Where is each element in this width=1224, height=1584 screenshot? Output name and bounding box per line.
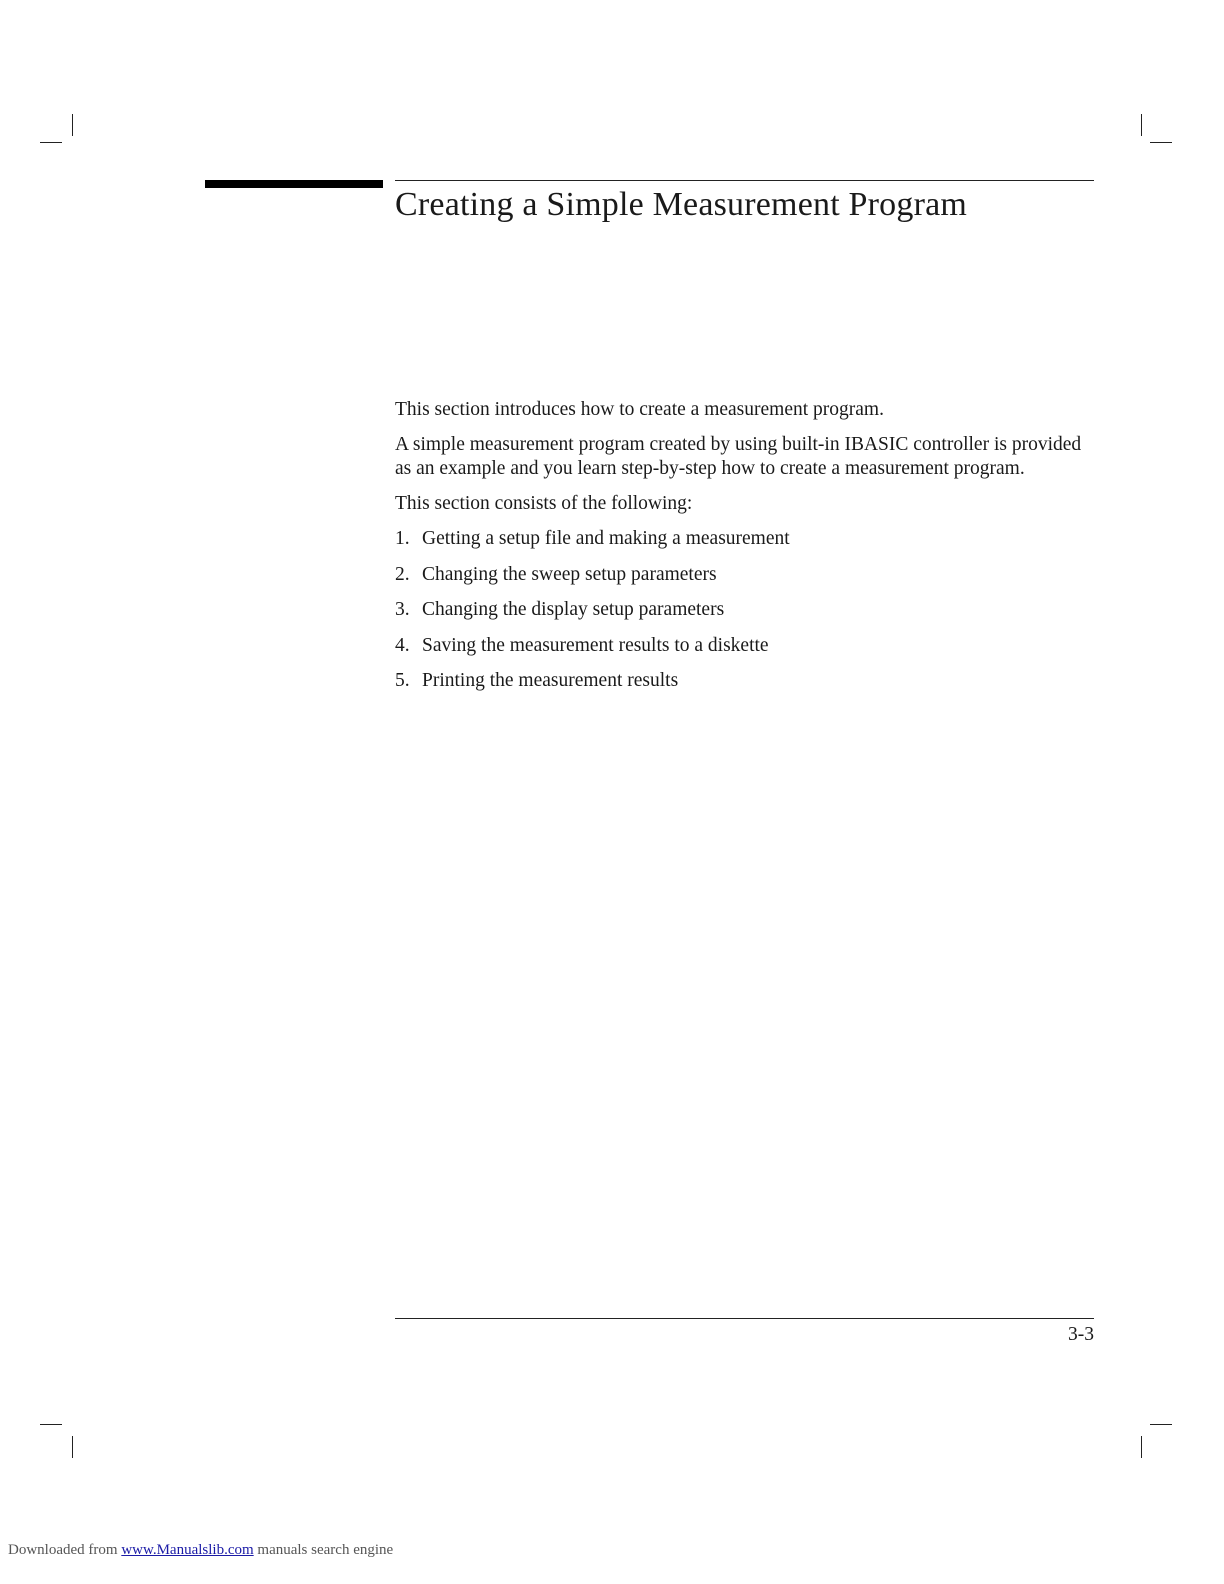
crop-mark [1150,1424,1172,1425]
list-item-text: Changing the display setup parameters [422,599,725,620]
list-item [395,669,1085,693]
section-thick-rule [205,180,383,188]
list-item-text: Saving the measurement results to a diskette [422,634,769,656]
intro-paragraph: This section introduces how to create a measurement program. [395,399,884,420]
download-footer [8,1542,393,1559]
footer-suffix: manuals search engine [257,1542,394,1558]
list-item-number: 5. [395,670,410,691]
footer-rule [395,1318,1094,1319]
footer-prefix: Downloaded from [8,1542,118,1558]
list-item-number: 2. [395,563,410,585]
crop-mark [40,142,62,143]
crop-mark [72,1436,73,1458]
crop-mark [1150,142,1172,143]
list-item-number: 3. [395,599,410,620]
header-rule [395,180,1094,181]
description-paragraph: A simple measurement program created by using built-in IBASIC controller is provided as an example and you learn step-by-step how to create a measurement program. [395,434,1082,479]
list-intro-paragraph: This section consists of the following: [395,493,693,514]
list-item [395,598,1085,622]
steps-list [395,527,1085,693]
list-item-number: 1. [395,528,410,549]
crop-mark [1141,114,1142,136]
list-item-text: Printing the measurement results [422,670,679,691]
crop-mark [1141,1436,1142,1458]
list-item [395,527,1085,551]
list-item-text: Changing the sweep setup parameters [422,563,717,585]
body-content [395,398,1085,705]
crop-mark [72,114,73,136]
manualslib-link[interactable]: www.Manualslib.com [121,1542,254,1558]
list-item-number: 4. [395,634,410,656]
list-item [395,634,1085,658]
page-title: Creating a Simple Measurement Program [395,186,968,223]
list-item-text: Getting a setup file and making a measurement [422,528,790,549]
page-number: 3-3 [1068,1324,1094,1345]
crop-mark [40,1424,62,1425]
list-item [395,563,1085,587]
